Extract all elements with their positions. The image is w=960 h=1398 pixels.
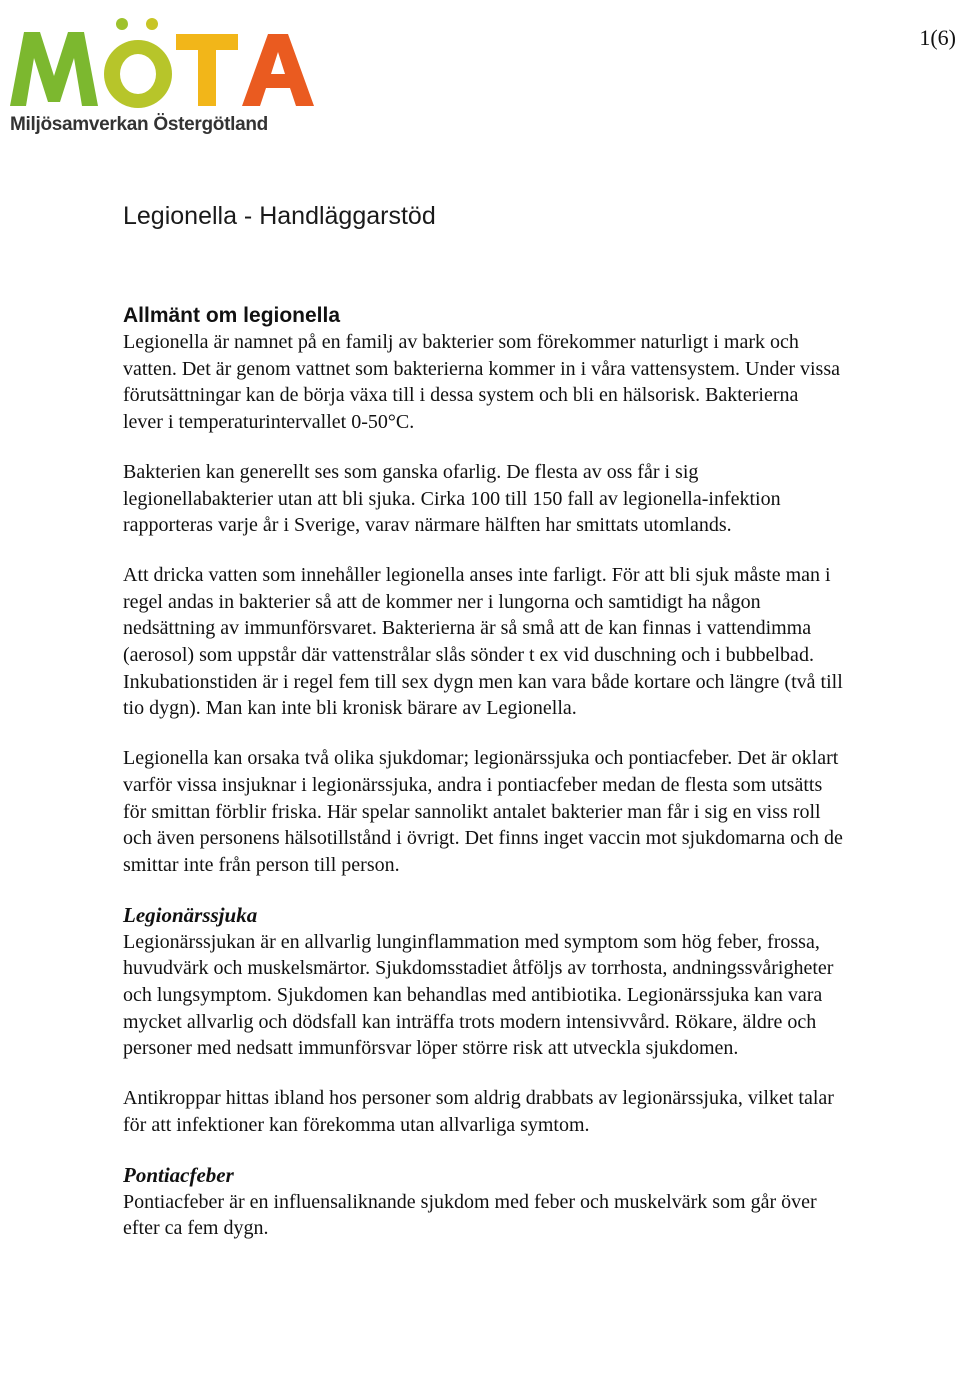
mota-logo [6,10,316,135]
svg-text:Miljösamverkan Östergötland: Miljösamverkan Östergötland [10,114,268,135]
subheading-pontiacfeber: Pontiacfeber [123,1162,234,1187]
paragraph: Antikroppar hittas ibland hos personer som aldrig drabbats av legionärssjuka, vilket talar för att infektioner kan förekomma utan allvarliga symtom. [123,1087,834,1136]
paragraph: Legionärssjukan är en allvarlig lunginflammation med symptom som hög feber, frossa, huvudvärk och muskelsmärtor. Sjukdomsstadiet åtföljs av torrhosta, andningssvårigheter och lungsymptom. Sjukdomen kan behandlas med antibiotika. Legionärssjuka kan vara mycket allvarlig och dödsfall kan inträffa trots modern intensivvård. Rökare, äldre och personer med nedsatt immunförsvar löper större risk att utveckla sjukdomen. [123,930,834,1060]
paragraph: Legionella är namnet på en familj av bakterier som förekommer naturligt i mark och vatten. Det är genom vattnet som bakterierna kommer in i våra vattensystem. Under vissa förutsättningar kan de börja växa till i dessa system och bli en hälsorisk. Bakterierna lever i temperaturintervallet 0-50°C. [123,331,841,434]
subheading-legionarssjuka: Legionärssjuka [123,902,258,927]
paragraph: Pontiacfeber är en influensaliknande sjukdom med feber och muskelvärk som går över efter ca fem dygn. [123,1190,817,1240]
section-heading-allmant: Allmänt om legionella [123,304,341,327]
document-body [123,198,843,1265]
paragraph: Legionella kan orsaka två olika sjukdomar; legionärssjuka och pontiacfeber. Det är oklart varför vissa insjuknar i legionärssjuka, andra i pontiacfeber medan de flesta som utsätts för smittan förblir friska. Här spelar sannolikt antalet bakterier man får i sig en viss roll och även personens hälsotillstånd i övrigt. Det finns inget vaccin mot sjukdomarna och de smittar inte från person till person. [123,747,843,876]
document-title: Legionella - Handläggarstöd [123,202,436,230]
mota-logo-graphic [6,10,316,135]
paragraph: Bakterien kan generellt ses som ganska ofarlig. De flesta av oss får i sig legionellabakterier utan att bli sjuka. Cirka 100 till 150 fall av legionella-infektion rapporteras varje år i Sverige, varav närmare hälften har smittats utomlands. [123,460,781,537]
paragraph: Att dricka vatten som innehåller legionella anses inte farligt. För att bli sjuk måste man i regel andas in bakterier så att de kommer ner i lungorna och samtidigt ha någon nedsättning av immunförsvaret. Bakterierna är så små att de kan finnas i vattendimma (aerosol) som uppstår där vattenstrålar slås sönder t ex vid duschning och i bubbelbad. Inkubationstiden är i regel fem till sex dygn men kan vara både kortare och längre (två till tio dygn). Man kan inte bli kronisk bärare av Legionella. [123,563,843,720]
page-number: 1(6) [919,25,956,50]
